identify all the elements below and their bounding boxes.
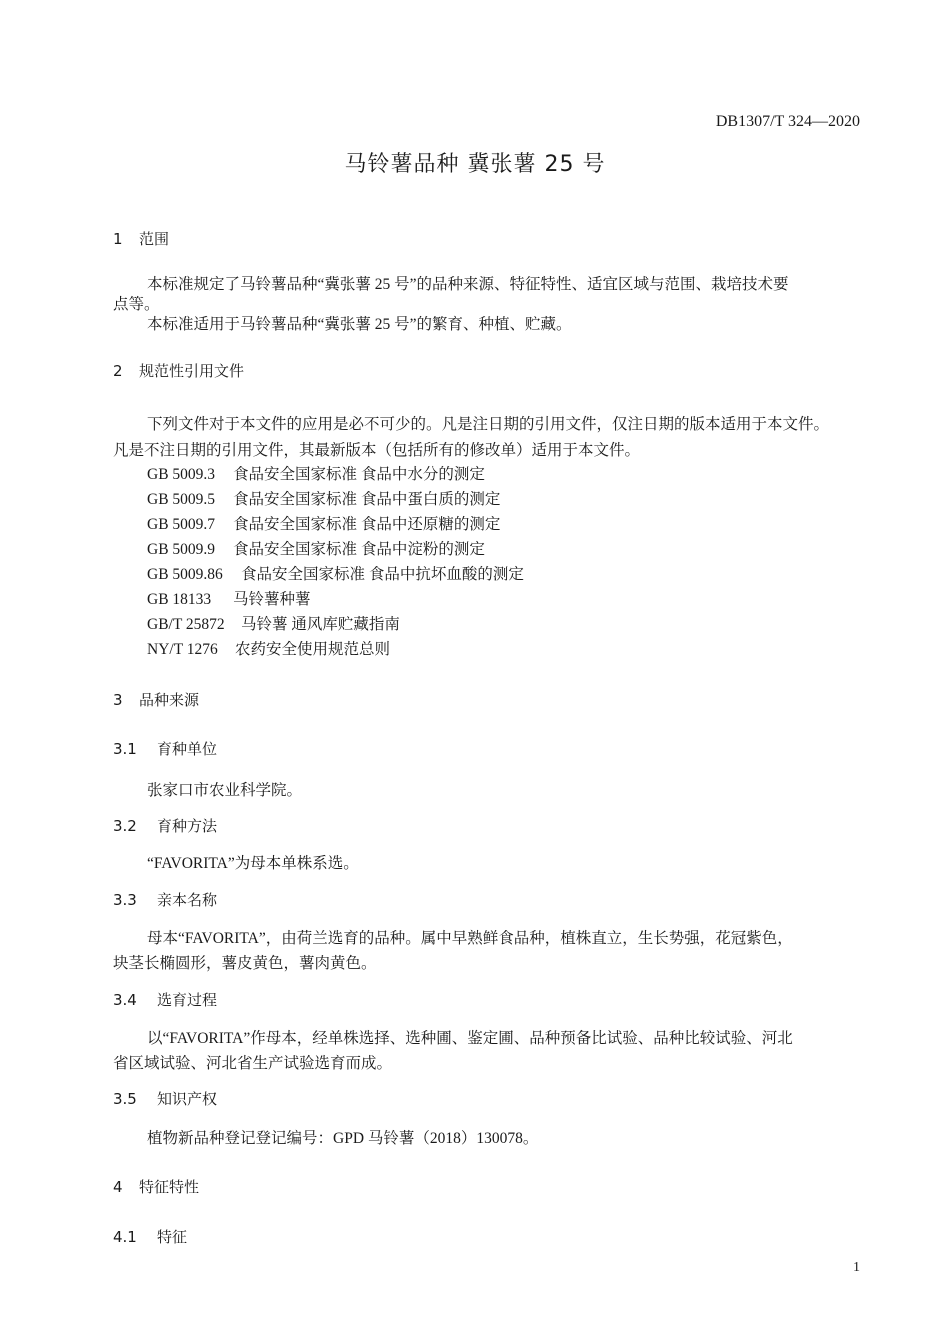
s3-5-text: 植物新品种登记登记编号：GPD 马铃薯（2018）130078。: [147, 1130, 539, 1147]
subsection-3-2-heading: [113, 815, 217, 836]
reference-title: 食品安全国家标准 食品中水分的测定: [233, 466, 485, 483]
section-number: 1: [113, 230, 123, 248]
section-2-heading: [113, 360, 244, 381]
section-4-heading: [113, 1176, 199, 1197]
section-number: 2: [113, 362, 123, 380]
reference-title: 马铃薯种薯: [233, 591, 311, 608]
reference-item: [147, 487, 500, 509]
page-number: 1: [853, 1260, 860, 1275]
section-number: 3: [113, 691, 123, 709]
subsection-3-4-heading: [113, 989, 217, 1010]
reference-item: [147, 512, 500, 534]
reference-title: 食品安全国家标准 食品中还原糖的测定: [233, 516, 501, 533]
reference-code: GB 18133: [147, 591, 212, 608]
subsection-title: 知识产权: [157, 1090, 218, 1108]
section-title: 特征特性: [139, 1178, 200, 1196]
reference-code: GB/T 25872: [147, 616, 225, 633]
reference-item: [147, 637, 390, 659]
section-1-heading: [113, 228, 169, 249]
reference-code: NY/T 1276: [147, 641, 218, 658]
subsection-3-1-heading: [113, 738, 217, 759]
reference-item: [147, 587, 311, 609]
subsection-number: 3.2: [113, 817, 137, 835]
reference-code: GB 5009.7: [147, 516, 216, 533]
reference-code: GB 5009.3: [147, 466, 216, 483]
reference-title: 食品安全国家标准 食品中抗坏血酸的测定: [241, 566, 524, 583]
s3-3-line1: 母本“FAVORITA”，由荷兰选育的品种。属中早熟鲜食品种，植株直立，生长势强，花冠紫色，: [147, 930, 793, 947]
subsection-title: 选育过程: [157, 991, 218, 1009]
s1-para1-line2: 点等。: [113, 296, 160, 313]
subsection-3-5-heading: [113, 1088, 217, 1109]
reference-title: 食品安全国家标准 食品中淀粉的测定: [233, 541, 485, 558]
reference-code: GB 5009.86: [147, 566, 223, 583]
s1-para2: 本标准适用于马铃薯品种“冀张薯 25 号”的繁育、种植、贮藏。: [147, 316, 572, 333]
document-title: 马铃薯品种 冀张薯 25 号: [344, 152, 606, 177]
subsection-title: 亲本名称: [157, 891, 218, 909]
reference-item: [147, 462, 485, 484]
subsection-3-3-heading: [113, 889, 217, 910]
reference-code: GB 5009.5: [147, 491, 216, 508]
section-title: 范围: [139, 230, 170, 248]
standard-code: DB1307/T 324—2020: [715, 113, 860, 130]
section-3-heading: [113, 689, 199, 710]
s3-2-text: “FAVORITA”为母本单株系选。: [147, 855, 359, 872]
subsection-number: 3.1: [113, 740, 137, 758]
reference-title: 农药安全使用规范总则: [235, 641, 391, 658]
subsection-4-1-heading: [113, 1226, 187, 1247]
reference-code: GB 5009.9: [147, 541, 216, 558]
s2-para1-line1: 下列文件对于本文件的应用是必不可少的。凡是注日期的引用文件，仅注日期的版本适用于本文件。: [147, 416, 830, 433]
subsection-number: 3.5: [113, 1090, 137, 1108]
reference-item: [147, 537, 485, 559]
reference-item: [147, 612, 400, 634]
subsection-title: 育种单位: [157, 740, 218, 758]
s3-1-text: 张家口市农业科学院。: [147, 782, 303, 799]
reference-title: 食品安全国家标准 食品中蛋白质的测定: [233, 491, 501, 508]
s3-3-line2: 块茎长椭圆形，薯皮黄色，薯肉黄色。: [113, 955, 377, 972]
subsection-number: 4.1: [113, 1228, 137, 1246]
reference-title: 马铃薯 通风库贮藏指南: [241, 616, 400, 633]
subsection-number: 3.4: [113, 991, 137, 1009]
subsection-title: 特征: [157, 1228, 188, 1246]
s1-para1-line1: 本标准规定了马铃薯品种“冀张薯 25 号”的品种来源、特征特性、适宜区域与范围、栽培技术要: [147, 276, 789, 293]
section-number: 4: [113, 1178, 123, 1196]
s3-4-line1: 以“FAVORITA”作母本，经单株选择、选种圃、鉴定圃、品种预备比试验、品种比较试验、河北: [147, 1030, 793, 1047]
section-title: 规范性引用文件: [139, 362, 245, 380]
subsection-number: 3.3: [113, 891, 137, 909]
section-title: 品种来源: [139, 691, 200, 709]
s3-4-line2: 省区域试验、河北省生产试验选育而成。: [113, 1055, 393, 1072]
reference-item: [147, 562, 524, 584]
subsection-title: 育种方法: [157, 817, 218, 835]
s2-para1-line2: 凡是不注日期的引用文件，其最新版本（包括所有的修改单）适用于本文件。: [113, 442, 641, 459]
